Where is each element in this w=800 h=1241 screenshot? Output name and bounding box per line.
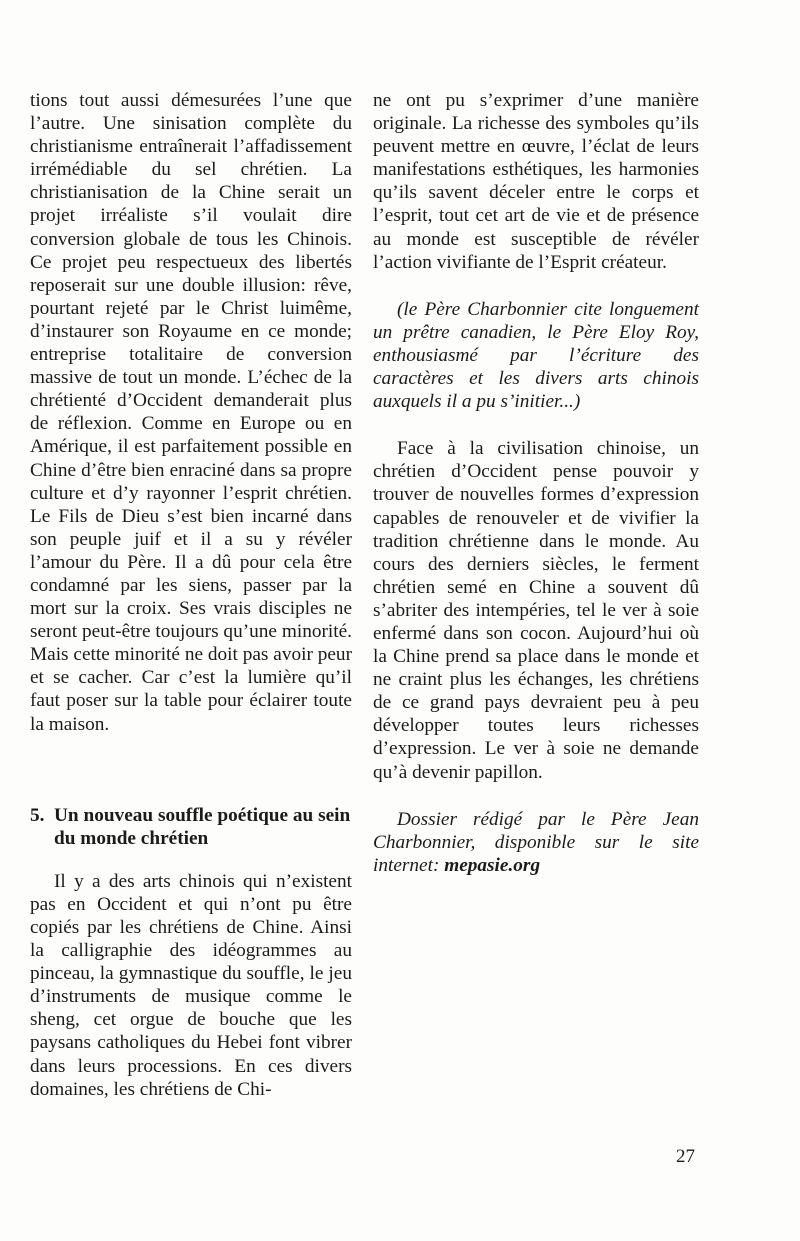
section-number: 5. xyxy=(30,804,45,826)
editorial-note: (le Père Charbonnier cite longuement un prêtre canadien, le Père Eloy Roy, enthousiasmé par l’écriture des caractères et les divers arts chinois auxquels il a pu s’initier...) xyxy=(373,298,699,413)
credit-line xyxy=(373,808,699,877)
body-paragraph: tions tout aussi démesurées l’une que l’autre. Une sinisation complète du christianisme entraînerait l’affadissement irrémédiable du sel chrétien. La christianisation de la Chine serait un projet irréaliste s’il voulait dire conversion globale de tous les Chinois. Ce projet peu respectueux des libertés reposerait sur une double illusion: rêve, pourtant rejeté par le Christ luimême, d’instaurer son Royaume en ce monde; entreprise totalitaire de conversion massive de tout un monde. L’échec de la chrétienté d’Occident demanderait plus de réflexion. Comme en Europe ou en Amérique, il est parfaitement possible en Chine d’être bien enraciné dans sa propre culture et d’y rayonner l’esprit chrétien. Le Fils de Dieu s’est bien incarné dans son peuple juif et il a su y révéler l’amour du Père. Il a dû pour cela être condamné par les siens, passer par la mort sur la croix. Ses vrais disciples ne seront peut-être toujours qu’une minorité. Mais cette minorité ne doit pas avoir peur et se cacher. Car c’est la lumière qu’il faut poser sur la table pour éclairer toute la maison. xyxy=(30,90,352,735)
section-title: Un nouveau souffle poétique au sein du monde chrétien xyxy=(54,804,351,849)
body-paragraph: ne ont pu s’exprimer d’une manière originale. La richesse des symboles qu’ils peuvent mettre en œuvre, l’éclat de leurs manifestations esthétiques, les harmonies qu’ils savent déceler entre le corps et l’esprit, tout cet art de vie et de présence au monde est susceptible de révéler l’action vivifiante de l’Esprit créateur. xyxy=(373,90,699,273)
section-heading xyxy=(30,804,352,850)
right-column xyxy=(373,89,699,877)
body-paragraph: Face à la civilisation chinoise, un chrétien d’Occident pense pouvoir y trouver de nouvelles formes d’expression capables de renouveler et de vivifier la tradition chrétienne dans le monde. Au cours des derniers siècles, le ferment chrétien semé en Chine a souvent dû s’abriter des intempéries, tel le ver à soie enfermé dans son cocon. Aujourd’hui où la Chine prend sa place dans le monde et ne craint plus les échanges, les chrétiens de ce grand pays devraient peu à peu développer toutes leurs richesses d’expression. Le ver à soie ne demande qu’à devenir papillon. xyxy=(373,438,699,783)
page-number: 27 xyxy=(676,1146,695,1167)
website-link[interactable]: mepasie.org xyxy=(444,854,541,876)
left-column xyxy=(30,89,352,1101)
body-paragraph: Il y a des arts chinois qui n’existent pas en Occident et qui n’ont pu être copiés par les chrétiens de Chine. Ainsi la calligraphie des idéogrammes au pinceau, la gymnastique du souffle, le jeu d’instruments de musique comme le sheng, cet orgue de bouche que les paysans catholiques du Hebei font vibrer dans leurs processions. En ces divers domaines, les chrétiens de Chi- xyxy=(30,870,352,1100)
credit-text: Dossier rédigé par le Père Jean Charbonnier, disponible sur le site internet: xyxy=(373,808,699,876)
